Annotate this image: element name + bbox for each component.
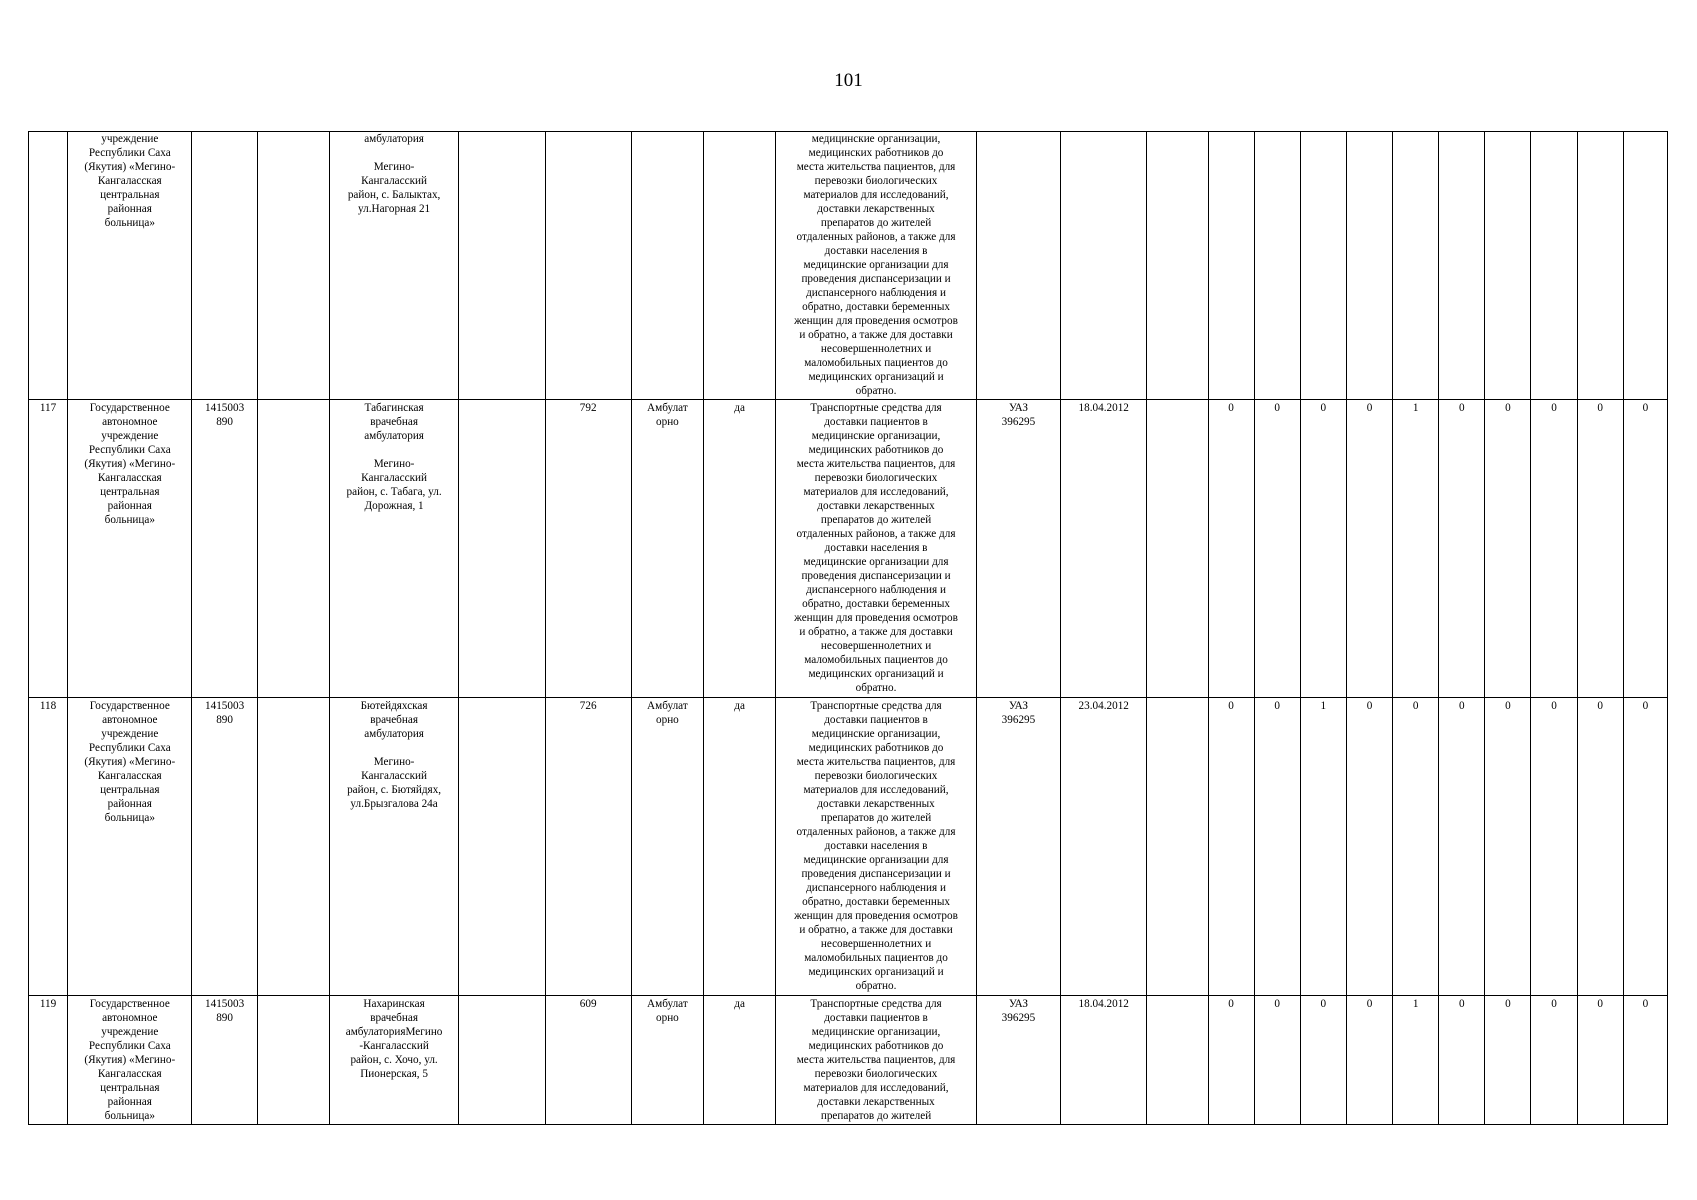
count-cell: 0 — [1393, 698, 1439, 996]
count-cell: 0 — [1208, 400, 1254, 698]
inn-code: 1415003 890 — [192, 996, 257, 1125]
facility-address: Нахаринская врачебная амбулаторияМегино -Кангаласский район, с. Хочо, ул. Пионерская, 5 — [329, 996, 458, 1125]
blank-cell — [1147, 996, 1208, 1125]
row-number — [29, 132, 68, 400]
inn-code: 1415003 890 — [192, 400, 257, 698]
count-cell: 0 — [1439, 996, 1485, 1125]
facility-address: Бютейдяхская врачебная амбулатория Мегино- Кангаласский район, с. Бютяйдях, ул.Брызгалова 24а — [329, 698, 458, 996]
blank-cell — [459, 698, 545, 996]
population-count: 726 — [545, 698, 631, 996]
inn-code — [192, 132, 257, 400]
availability-flag: да — [704, 698, 776, 996]
count-cell: 0 — [1623, 996, 1667, 1125]
vehicle-model: УАЗ 396295 — [976, 698, 1060, 996]
facility-address: Табагинская врачебная амбулатория Мегино- Кангаласский район, с. Табага, ул. Дорожная, 1 — [329, 400, 458, 698]
count-cell: 0 — [1623, 698, 1667, 996]
page-number: 101 — [834, 70, 863, 91]
blank-cell — [459, 132, 545, 400]
vehicle-purpose: медицинские организации, медицинских работников до места жительства пациентов, для перевозки биологических материалов для исследований, доставки лекарственных препаратов до жителей отдаленных районов, а также для доставки населения в медицинские организации для проведения диспансеризации и диспансерного наблюдения и обратно, доставки беременных женщин для проведения осмотров и обратно, а также для доставки несовершеннолетних и маломобильных пациентов до медицинских организаций и обратно. — [776, 132, 977, 400]
care-type — [631, 132, 703, 400]
blank-cell — [1147, 400, 1208, 698]
count-cell: 1 — [1393, 400, 1439, 698]
count-cell: 0 — [1300, 400, 1346, 698]
registration-date: 18.04.2012 — [1061, 996, 1147, 1125]
row-number: 119 — [29, 996, 68, 1125]
table-row — [29, 698, 1668, 996]
registration-date: 18.04.2012 — [1061, 400, 1147, 698]
vehicle-model: УАЗ 396295 — [976, 400, 1060, 698]
blank-cell — [459, 400, 545, 698]
count-cell: 0 — [1531, 400, 1577, 698]
population-count: 609 — [545, 996, 631, 1125]
count-cell — [1346, 132, 1392, 400]
table-row — [29, 996, 1668, 1125]
population-count — [545, 132, 631, 400]
facility-address: амбулатория Мегино- Кангаласский район, с. Балыктах, ул.Нагорная 21 — [329, 132, 458, 400]
count-cell: 0 — [1623, 400, 1667, 698]
count-cell: 0 — [1254, 698, 1300, 996]
table-row — [29, 132, 1668, 400]
count-cell — [1439, 132, 1485, 400]
blank-cell — [459, 996, 545, 1125]
count-cell: 1 — [1393, 996, 1439, 1125]
count-cell — [1577, 132, 1623, 400]
availability-flag: да — [704, 400, 776, 698]
count-cell — [1254, 132, 1300, 400]
blank-cell — [257, 996, 329, 1125]
count-cell: 0 — [1577, 698, 1623, 996]
organization-name: Государственное автономное учреждение Республики Саха (Якутия) «Мегино- Кангаласская центральная районная больница» — [68, 996, 192, 1125]
count-cell: 0 — [1577, 400, 1623, 698]
count-cell: 0 — [1531, 996, 1577, 1125]
count-cell: 0 — [1346, 400, 1392, 698]
count-cell: 1 — [1300, 698, 1346, 996]
row-number: 117 — [29, 400, 68, 698]
registration-date: 23.04.2012 — [1061, 698, 1147, 996]
vehicle-model — [976, 132, 1060, 400]
vehicle-purpose: Транспортные средства для доставки пациентов в медицинские организации, медицинских работников до места жительства пациентов, для перевозки биологических материалов для исследований, доставки лекарственных препаратов до жителей — [776, 996, 977, 1125]
blank-cell — [257, 400, 329, 698]
count-cell: 0 — [1208, 996, 1254, 1125]
count-cell: 0 — [1254, 996, 1300, 1125]
vehicle-registry-table — [28, 131, 1668, 1125]
count-cell: 0 — [1346, 698, 1392, 996]
count-cell: 0 — [1439, 698, 1485, 996]
vehicle-purpose: Транспортные средства для доставки пациентов в медицинские организации, медицинских работников до места жительства пациентов, для перевозки биологических материалов для исследований, доставки лекарственных препаратов до жителей отдаленных районов, а также для доставки населения в медицинские организации для проведения диспансеризации и диспансерного наблюдения и обратно, доставки беременных женщин для проведения осмотров и обратно, а также для доставки несовершеннолетних и маломобильных пациентов до медицинских организаций и обратно. — [776, 400, 977, 698]
vehicle-model: УАЗ 396295 — [976, 996, 1060, 1125]
row-number: 118 — [29, 698, 68, 996]
count-cell: 0 — [1485, 996, 1531, 1125]
organization-name: учреждение Республики Саха (Якутия) «Мегино- Кангаласская центральная районная больница» — [68, 132, 192, 400]
blank-cell — [257, 698, 329, 996]
blank-cell — [1147, 132, 1208, 400]
care-type: Амбулат орно — [631, 996, 703, 1125]
care-type: Амбулат орно — [631, 698, 703, 996]
care-type: Амбулат орно — [631, 400, 703, 698]
count-cell — [1300, 132, 1346, 400]
population-count: 792 — [545, 400, 631, 698]
count-cell: 0 — [1485, 698, 1531, 996]
blank-cell — [257, 132, 329, 400]
count-cell: 0 — [1485, 400, 1531, 698]
count-cell — [1623, 132, 1667, 400]
count-cell — [1208, 132, 1254, 400]
count-cell: 0 — [1208, 698, 1254, 996]
inn-code: 1415003 890 — [192, 698, 257, 996]
count-cell: 0 — [1439, 400, 1485, 698]
count-cell — [1531, 132, 1577, 400]
registration-date — [1061, 132, 1147, 400]
table-row — [29, 400, 1668, 698]
count-cell: 0 — [1300, 996, 1346, 1125]
count-cell: 0 — [1346, 996, 1392, 1125]
count-cell: 0 — [1254, 400, 1300, 698]
availability-flag: да — [704, 996, 776, 1125]
count-cell: 0 — [1531, 698, 1577, 996]
count-cell — [1485, 132, 1531, 400]
availability-flag — [704, 132, 776, 400]
count-cell: 0 — [1577, 996, 1623, 1125]
organization-name: Государственное автономное учреждение Республики Саха (Якутия) «Мегино- Кангаласская центральная районная больница» — [68, 400, 192, 698]
organization-name: Государственное автономное учреждение Республики Саха (Якутия) «Мегино- Кангаласская центральная районная больница» — [68, 698, 192, 996]
count-cell — [1393, 132, 1439, 400]
blank-cell — [1147, 698, 1208, 996]
vehicle-purpose: Транспортные средства для доставки пациентов в медицинские организации, медицинских работников до места жительства пациентов, для перевозки биологических материалов для исследований, доставки лекарственных препаратов до жителей отдаленных районов, а также для доставки населения в медицинские организации для проведения диспансеризации и диспансерного наблюдения и обратно, доставки беременных женщин для проведения осмотров и обратно, а также для доставки несовершеннолетних и маломобильных пациентов до медицинских организаций и обратно. — [776, 698, 977, 996]
